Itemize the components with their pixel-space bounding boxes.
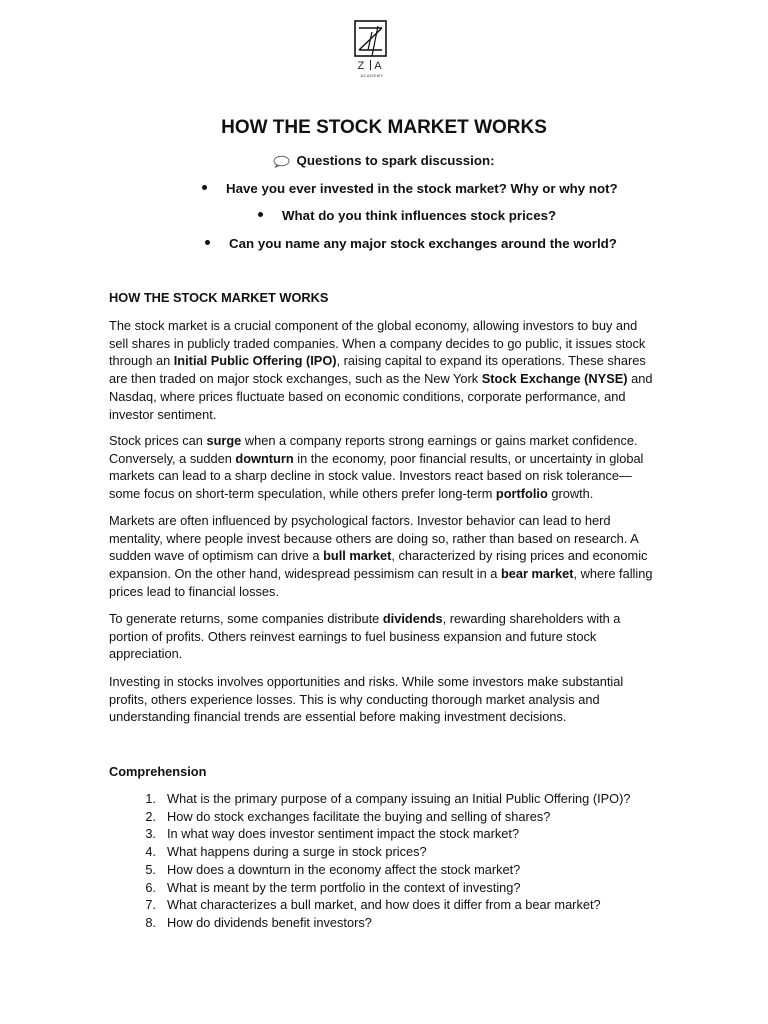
term-bull-market: bull market — [323, 548, 392, 564]
list-item: 4. What happens during a surge in stock prices? — [145, 844, 427, 860]
page-title: HOW THE STOCK MARKET WORKS — [221, 117, 547, 138]
list-item: 6. What is meant by the term portfolio in the context of investing? — [145, 879, 521, 895]
logo-letter-a: A — [374, 60, 385, 72]
term-portfolio: portfolio — [495, 486, 548, 502]
discussion-question-text: What do you think influences stock prices? — [282, 208, 557, 223]
article-paragraph-1: The stock market is a crucial component of the global economy, allowing investors to buy and sell shares in publicly traded companies. When a company decides to go public, it issues stock through an Initial Public Offering (IPO), raising capital to expand its operations. These shares are then traded on major stock exchanges, such as the New York Stock Exchange (NYSE) and Nasdaq, where prices fluctuate based on economic conditions, corporate performance, and investor sentiment. — [109, 318, 653, 422]
zia-logo-icon — [354, 20, 387, 57]
article-paragraph-3: Markets are often influenced by psychological factors. Investor behavior can lead to herd mentality, where people invest because others are doing so, rather than based on research. A sudden wave of optimism can drive a bull market, characterized by rising prices and economic expansion. On the other hand, widespread pessimism can result in a bear market, where falling prices lead to financial losses. — [109, 513, 653, 599]
logo-letters — [352, 60, 390, 72]
term-surge: surge — [206, 433, 242, 448]
list-item: 5. How does a downturn in the economy affect the stock market? — [145, 861, 521, 877]
list-item: 3. In what way does investor sentiment impact the stock market? — [145, 826, 520, 842]
logo-subtitle: ACADEMY — [360, 73, 384, 78]
bullet-icon — [202, 185, 207, 190]
discussion-heading-text: Questions to spark discussion: — [296, 153, 495, 168]
discussion-question-text: Have you ever invested in the stock market? Why or why not? — [226, 181, 618, 196]
comprehension-heading: Comprehension — [109, 764, 207, 779]
discussion-heading — [0, 152, 768, 170]
discussion-question-text: Can you name any major stock exchanges around the world? — [229, 236, 617, 251]
term-downturn: downturn — [235, 450, 294, 466]
logo-letter-z: Z — [357, 60, 368, 72]
bullet-icon — [258, 212, 263, 217]
article-paragraph-5: Investing in stocks involves opportunities and risks. While some investors make substantial profits, others experience losses. This is why conducting thorough market analysis and understanding financial trends are essential before making investment decisions. — [109, 674, 624, 725]
list-item: 1. What is the primary purpose of a company issuing an Initial Public Offering (IPO)? — [145, 791, 631, 806]
discussion-question — [205, 235, 617, 253]
list-item: 8. How do dividends benefit investors? — [145, 914, 372, 930]
logo-divider — [370, 60, 371, 70]
comprehension-list — [109, 790, 669, 932]
discussion-question — [258, 207, 556, 225]
term-dividends: dividends — [382, 611, 443, 626]
list-item: 7. What characterizes a bull market, and how does it differ from a bear market? — [145, 897, 601, 913]
zia-academy-logo — [352, 18, 392, 80]
term-nyse: Stock Exchange (NYSE) — [481, 371, 628, 387]
speech-bubble-icon — [273, 155, 290, 168]
article-paragraph-4: To generate returns, some companies distribute dividends, rewarding shareholders with a portion of profits. Others reinvest earnings to fuel business expansion and future stock appreciation. — [109, 611, 621, 662]
discussion-question — [202, 180, 618, 198]
term-bear-market: bear market — [500, 566, 574, 582]
article-paragraph-2: Stock prices can surge when a company reports strong earnings or gains market confidence. Conversely, a sudden downturn in the economy, poor financial results, or uncertainty in global markets can lead to a sharp decline in stock value. Investors react based on risk tolerance—some focus on short-term speculation, while others prefer long-term portfolio growth. — [109, 433, 644, 502]
term-ipo: Initial Public Offering (IPO) — [173, 353, 337, 369]
article-heading: HOW THE STOCK MARKET WORKS — [109, 290, 329, 305]
bullet-icon — [205, 240, 210, 245]
list-item: 2. How do stock exchanges facilitate the buying and selling of shares? — [145, 808, 551, 824]
